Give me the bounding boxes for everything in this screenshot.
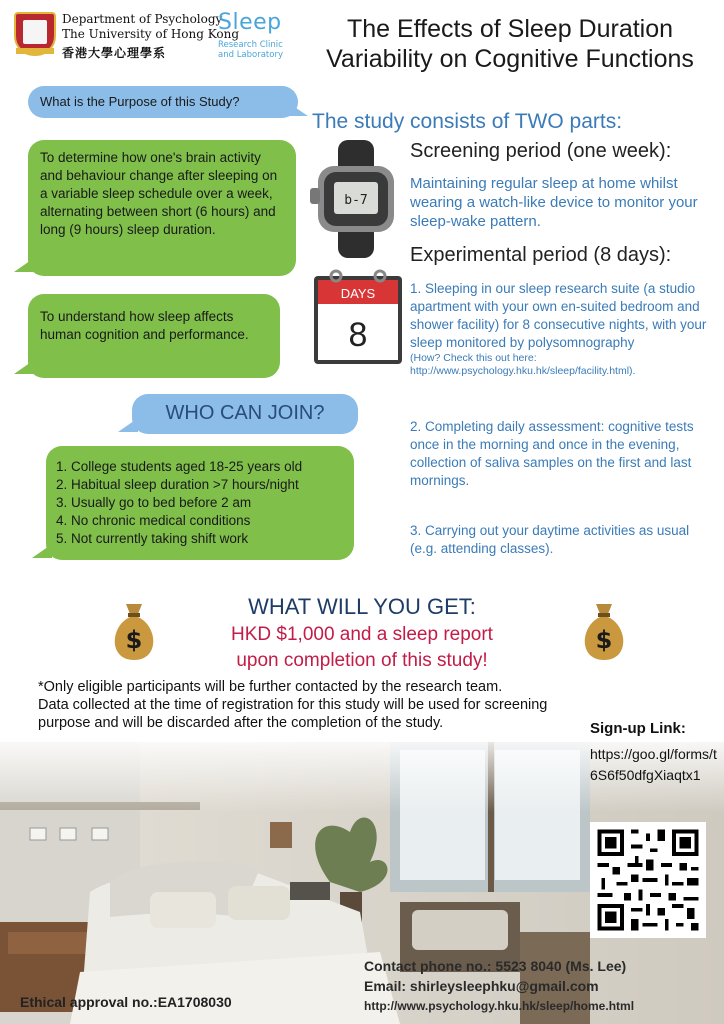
- criteria-item: 1. College students aged 18-25 years old: [56, 459, 303, 474]
- bubble-tail: [290, 104, 308, 116]
- bubble-tail: [14, 360, 34, 374]
- purpose-2-bubble: [28, 294, 280, 378]
- dept-line-1: Department of Psychology: [62, 12, 223, 26]
- experimental-heading: Experimental period (8 days):: [410, 244, 672, 266]
- contact-url[interactable]: http://www.psychology.hku.hk/sleep/home.html: [364, 999, 635, 1013]
- signup-link[interactable]: https://goo.gl/forms/t6S6f50dfgXiaqtx1: [590, 746, 717, 783]
- criteria-item: 2. Habitual sleep duration >7 hours/night: [56, 477, 299, 492]
- contact-email[interactable]: Email: shirleysleephku@gmail.com: [364, 978, 599, 994]
- purpose-1-bubble: [28, 140, 296, 276]
- lab-sub-line-1: Research Clinic: [218, 40, 283, 50]
- hku-crest-logo: [14, 12, 56, 56]
- title-line-1: The Effects of Sleep Duration: [346, 15, 674, 43]
- criteria-item: 5. Not currently taking shift work: [56, 531, 249, 546]
- title-line-2: Variability on Cognitive Functions: [326, 45, 694, 73]
- reward-line-2: upon completion of this study!: [236, 650, 488, 671]
- purpose-2-text: To understand how sleep affects human cognition and performance.: [40, 309, 249, 342]
- sleep-lab-subtitle: [218, 40, 283, 60]
- poster-title: [300, 14, 720, 74]
- signup-qr-code[interactable]: [590, 822, 706, 938]
- disclaimer-line-1: *Only eligible participants will be further contacted by the research team.: [38, 679, 503, 695]
- experimental-step-3: 3. Carrying out your daytime activities as usual (e.g. attending classes).: [410, 523, 690, 556]
- calendar-label: DAYS: [340, 286, 376, 301]
- contact-block: [364, 956, 634, 1016]
- study-parts-heading: The study consists of TWO parts:: [312, 110, 623, 133]
- reward-heading: WHAT WILL YOU GET:: [248, 594, 476, 619]
- reward-text: [160, 622, 564, 674]
- bubble-tail: [118, 418, 138, 432]
- purpose-1-text: To determine how one's brain activity and behaviour change after sleeping on a variable sleep schedule over a week, alternating between short (6 hours) and long (9 hours) sleep duration.: [40, 150, 278, 237]
- criteria-bubble: [46, 446, 354, 560]
- watch-display-text: b-7: [344, 193, 368, 208]
- ethical-approval: Ethical approval no.:EA1708030: [20, 994, 232, 1010]
- bubble-tail: [32, 544, 52, 558]
- purpose-question: What is the Purpose of this Study?: [40, 94, 240, 109]
- criteria-item: 4. No chronic medical conditions: [56, 513, 251, 528]
- signup-heading: Sign-up Link:: [590, 720, 686, 737]
- calendar-icon: [310, 266, 406, 366]
- screening-heading: Screening period (one week):: [410, 140, 672, 162]
- who-can-join-bubble: [132, 394, 358, 434]
- department-name-chinese: 香港大學心理學系: [62, 46, 167, 60]
- experimental-step-2: 2. Completing daily assessment: cognitive tests once in the morning and once in the evening, collection of saliva samples on the first and last mornings.: [410, 419, 694, 488]
- disclaimer-line-2: Data collected at the time of registration for this study will be used for screening purpose and will be discarded after the completion of the study.: [38, 697, 548, 731]
- contact-phone: Contact phone no.: 5523 8040 (Ms. Lee): [364, 958, 627, 974]
- criteria-item: 3. Usually go to bed before 2 am: [56, 495, 252, 510]
- department-name: [62, 12, 239, 42]
- exp-1-text: 1. Sleeping in our sleep research suite (a studio apartment with your own en-suited bedroom and shower facility) for 8 consecutive nights, with your sleep monitored by polysomnography: [410, 281, 707, 350]
- dept-line-2: The University of Hong Kong: [62, 27, 240, 41]
- calendar-number: 8: [348, 316, 368, 354]
- bubble-tail: [14, 258, 34, 272]
- experimental-step-1: [410, 280, 710, 378]
- svg-text:$: $: [595, 626, 613, 654]
- actigraphy-watch-icon: [308, 140, 404, 258]
- reward-line-1: HKD $1,000 and a sleep report: [231, 624, 493, 645]
- purpose-question-bubble: [28, 86, 298, 118]
- exp-1-note: (How? Check this out here: http://www.psychology.hku.hk/sleep/facility.html).: [410, 352, 636, 377]
- who-can-join-heading: WHO CAN JOIN?: [165, 402, 325, 424]
- lab-sub-line-2: and Laboratory: [218, 50, 283, 60]
- screening-text: Maintaining regular sleep at home whilst wearing a watch-like device to monitor your sleep-wake pattern.: [410, 175, 698, 230]
- sleep-lab-logo: Sleep: [218, 10, 282, 35]
- svg-text:$: $: [125, 626, 143, 654]
- criteria-list: [56, 458, 344, 548]
